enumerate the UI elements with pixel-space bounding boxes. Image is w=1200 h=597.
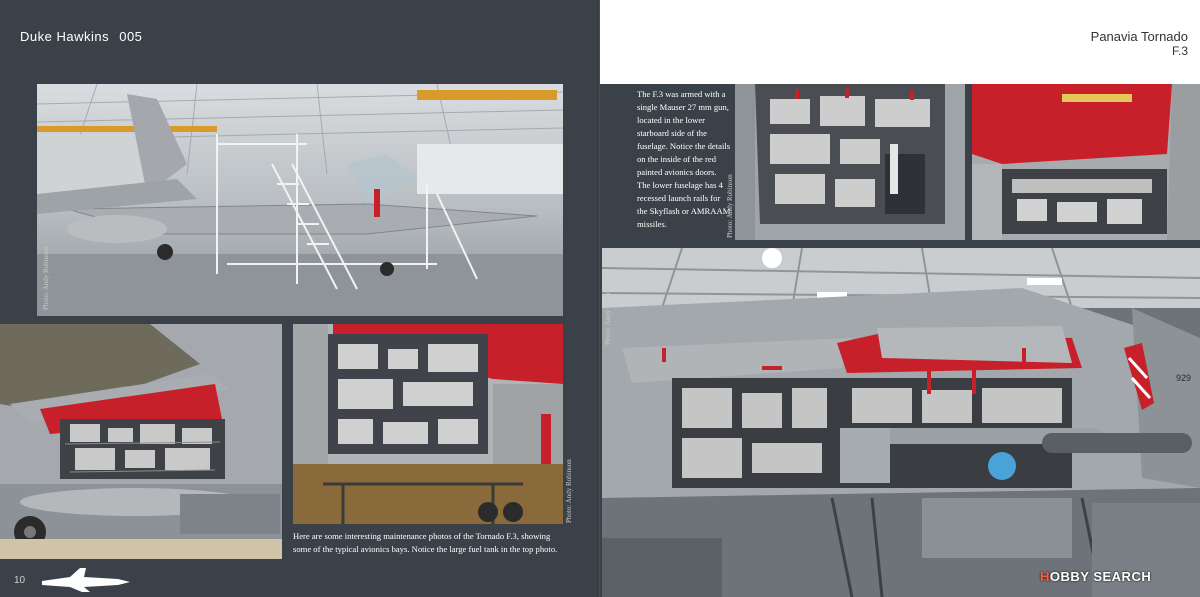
book-title: Panavia Tornado: [1090, 29, 1188, 44]
avionics-bay-photo-right: [293, 324, 563, 524]
left-caption: Here are some interesting maintenance photos of the Tornado F.3, showing some of the typical avionics bays. Notice the large fuel tank in the top photo.: [293, 531, 558, 554]
right-caption: The F.3 was armed with a single Mauser 27 mm gun, located in the lower starboard side of the fuselage. Notice the details on the inside of the red painted avionics doors. The lower fuselage has 4 recessed launch rails for the Skyflash or AMRAAM missiles.: [637, 89, 731, 229]
author-name: Duke Hawkins: [20, 29, 110, 44]
avionics-bays-main-photo: [602, 248, 1200, 597]
left-header: [20, 29, 142, 44]
photo-credit: Photo: Andy Robinson: [565, 459, 573, 523]
right-header: [600, 0, 1200, 84]
right-page: [600, 0, 1200, 597]
photo-credit: Photo: Andy Robinson: [726, 174, 734, 238]
hobby-search-watermark: [1040, 569, 1151, 584]
page-number: 10: [14, 575, 26, 586]
tornado-silhouette-icon: [40, 565, 132, 593]
page-code: 005: [119, 29, 143, 44]
watermark-brand-prefix: H: [1040, 569, 1050, 584]
photo-credit: Photo: Andy Robinson: [42, 246, 50, 310]
avionics-bay-photo-left: [0, 324, 282, 559]
photo-credit: Photo: Andy Robinson: [604, 281, 612, 345]
red-doors-photo: [972, 84, 1200, 240]
gun-bay-photo: [735, 84, 965, 240]
book-subtitle: F.3: [1171, 44, 1188, 58]
watermark-brand-rest: OBBY SEARCH: [1049, 569, 1152, 584]
aircraft-code: 929: [1176, 373, 1192, 383]
hangar-photo: [37, 84, 563, 316]
